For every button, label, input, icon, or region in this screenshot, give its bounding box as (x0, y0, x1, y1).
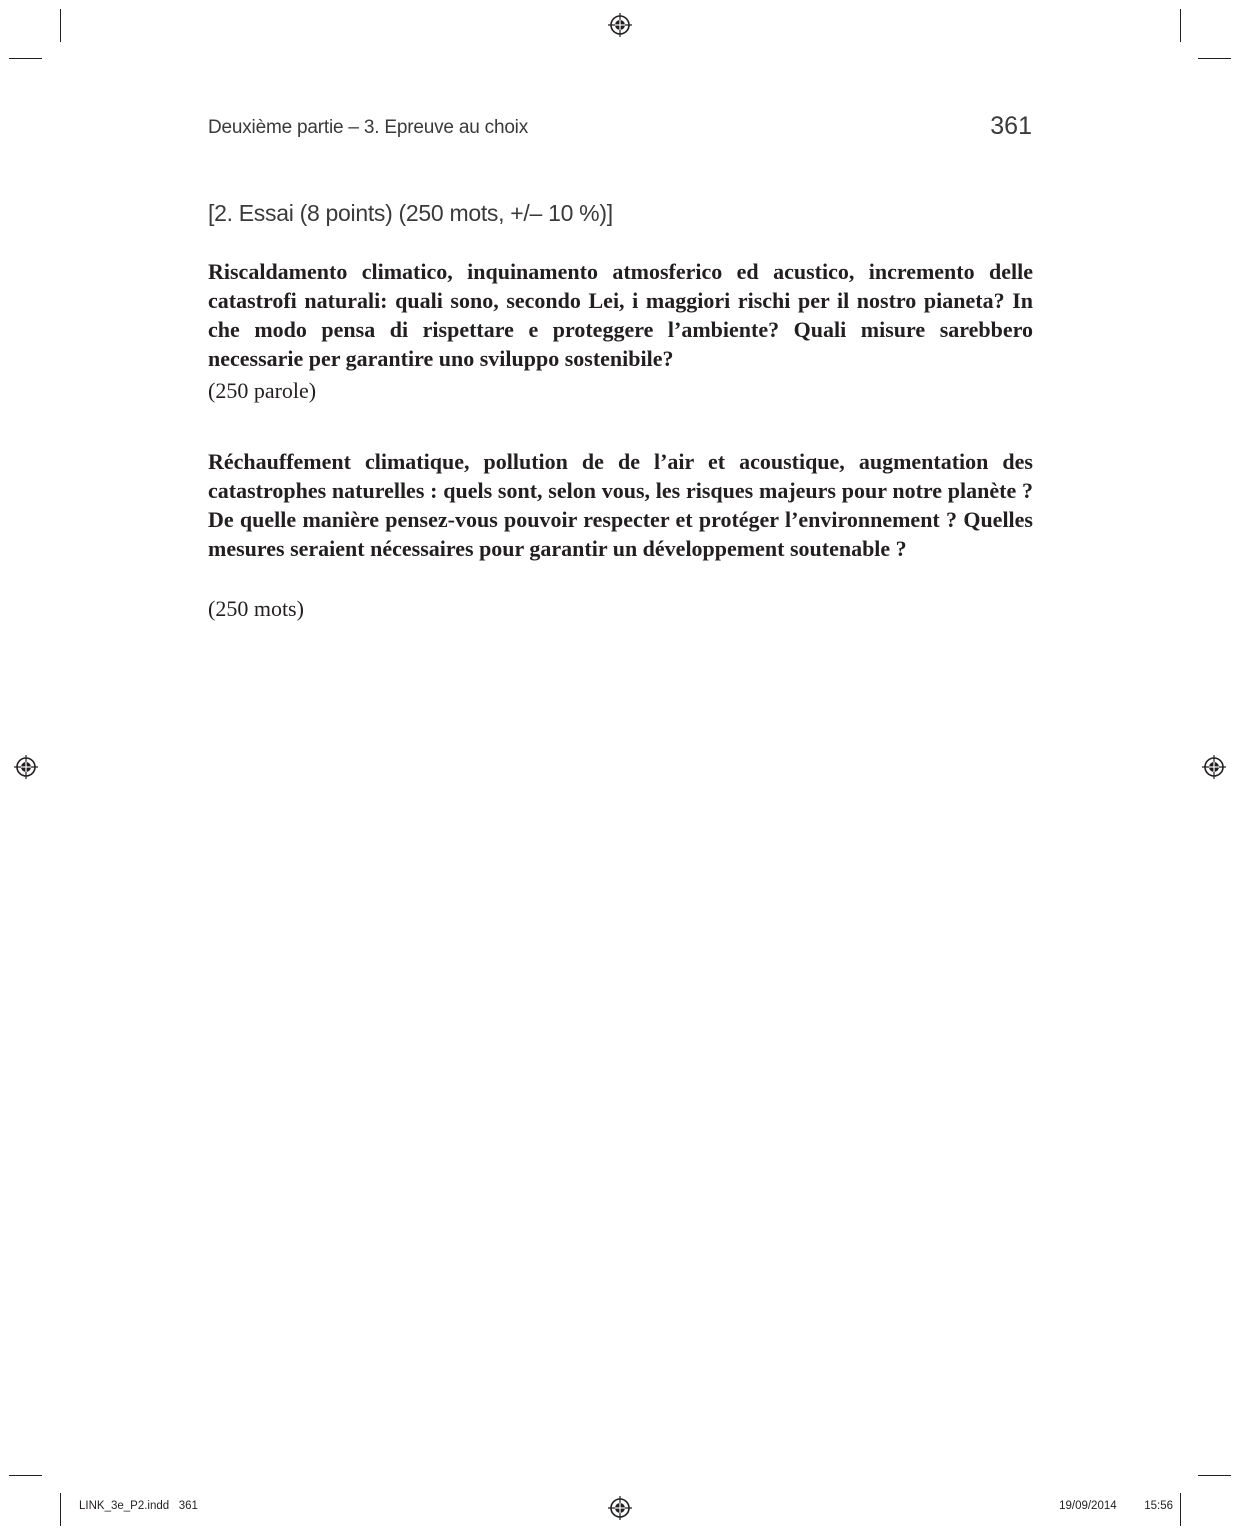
crop-mark-top-right (1180, 9, 1181, 42)
word-count-french: (250 mots) (208, 596, 304, 621)
slug-datetime: 19/09/2014 15:56 (1059, 1500, 1173, 1512)
crop-mark-left-bottom (9, 1475, 42, 1476)
crop-mark-bottom-left (60, 1493, 61, 1526)
running-header: Deuxième partie – 3. Epreuve au choix (208, 117, 529, 138)
essay-prompt-french: Réchauffement climatique, pollution de de l’air et acoustique, augmentation des catastrophes naturelles : quels sont, selon vous, les risques majeurs pour notre planète ? De quelle manière pensez-vous pouvoir respecter et protéger l’environnement ? Quelles mesures seraient nécessaires pour garantir un développement soutenable ? (208, 449, 1033, 561)
crop-mark-bottom-right (1180, 1493, 1181, 1526)
crop-mark-right-top (1198, 58, 1231, 59)
essay-prompt-italian: Riscaldamento climatico, inquinamento atmosferico ed acustico, incremento delle catastrofi naturali: quali sono, secondo Lei, i maggiori rischi per il nostro pianeta? In che modo pensa di rispettare e proteggere l’ambiente? Quali misure sarebbero necessarie per garantire uno sviluppo sostenibile? (208, 259, 1033, 371)
registration-mark-icon (13, 754, 39, 780)
word-count-italian: (250 parole) (208, 378, 317, 403)
registration-mark-icon (1201, 754, 1227, 780)
page-number: 361 (990, 112, 1032, 140)
registration-mark-icon (607, 1495, 633, 1521)
crop-mark-top-left (60, 9, 61, 42)
registration-mark-icon (607, 12, 633, 38)
slug-file-info: LINK_3e_P2.indd 361 (79, 1500, 198, 1512)
crop-mark-right-bottom (1198, 1475, 1231, 1476)
crop-mark-left-top (9, 58, 42, 59)
section-heading: [2. Essai (8 points) (250 mots, +/– 10 %)] (208, 200, 613, 226)
